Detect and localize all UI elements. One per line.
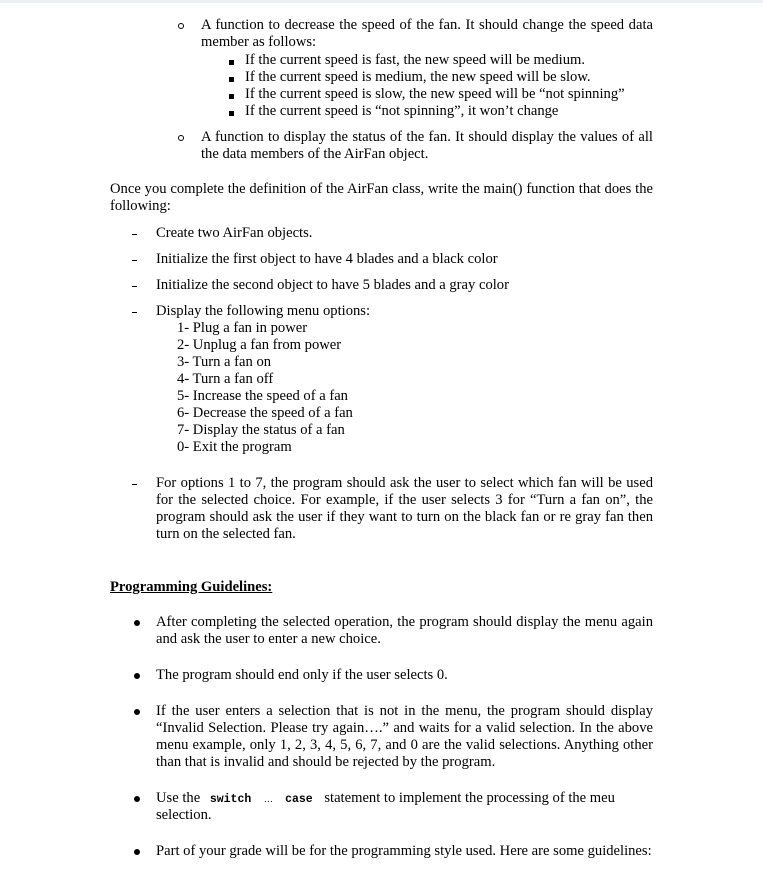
menu-option: 2- Unplug a fan from power [177, 337, 342, 353]
hollow-circle-bullet [178, 23, 184, 29]
step-item: Initialize the first object to have 4 blades and a black color [156, 251, 498, 267]
round-bullet [134, 620, 140, 626]
dash-bullet [132, 484, 137, 485]
switch-line-suffix: statement to implement the processing of the meu [324, 790, 615, 806]
menu-option: 7- Display the status of a fan [177, 422, 345, 438]
switch-keyword: switch [209, 793, 252, 806]
step-item: Display the following menu options: [156, 303, 371, 319]
page-top-border [0, 0, 763, 3]
case-keyword: case [285, 793, 313, 806]
menu-option: 3- Turn a fan on [177, 354, 272, 370]
guideline-item: If the user enters a selection that is not in the menu, the program should display “Invalid Selection. Please try again….” and waits for a valid selection. In the above menu example, only 1, 2, 3, 4, 5, 6, 7, and 0 are the valid selections. Anything other than that is invalid and should be rejected by the program. [156, 703, 653, 770]
guideline-item: After completing the selected operation, the program should display the menu again and ask the user to enter a new choice. [156, 614, 653, 647]
ellipsis: … [263, 794, 274, 804]
dash-bullet [132, 234, 137, 235]
menu-option: 5- Increase the speed of a fan [177, 388, 348, 404]
menu-option: 6- Decrease the speed of a fan [177, 405, 353, 421]
decrease-speed-paragraph: A function to decrease the speed of the fan. It should change the speed data member as follows: [201, 17, 653, 50]
guideline-item: The program should end only if the user selects 0. [156, 667, 448, 683]
square-bullet [229, 111, 234, 116]
dash-bullet [132, 286, 137, 287]
display-status-paragraph: A function to display the status of the fan. It should display the values of all the data members of the AirFan object. [201, 129, 653, 162]
square-bullet [229, 60, 234, 65]
menu-option: 1- Plug a fan in power [177, 320, 308, 336]
round-bullet [134, 796, 140, 802]
rule-item: If the current speed is “not spinning”, it won’t change [245, 103, 559, 119]
switch-case-line-2: selection. [156, 807, 212, 823]
switch-case-line [156, 790, 615, 808]
round-bullet [134, 849, 140, 855]
square-bullet [229, 77, 234, 82]
hollow-circle-bullet [178, 135, 184, 141]
step-item: Initialize the second object to have 5 blades and a gray color [156, 277, 509, 293]
step-item: Create two AirFan objects. [156, 225, 313, 241]
rule-item: If the current speed is fast, the new speed will be medium. [245, 52, 586, 68]
dash-bullet [132, 260, 137, 261]
rule-item: If the current speed is medium, the new speed will be slow. [245, 69, 591, 85]
round-bullet [134, 709, 140, 715]
square-bullet [229, 94, 234, 99]
options-note-paragraph: For options 1 to 7, the program should ask the user to select which fan will be used for the selected choice. For example, if the user selects 3 for “Turn a fan on”, the program should ask the user if they want to turn on the black fan or re gray fan then turn on the selected fan. [156, 475, 653, 542]
menu-option: 0- Exit the program [177, 439, 292, 455]
rule-item: If the current speed is slow, the new speed will be “not spinning” [245, 86, 625, 102]
guidelines-heading: Programming Guidelines: [110, 579, 273, 595]
guideline-item: Part of your grade will be for the programming style used. Here are some guidelines: [156, 843, 652, 859]
menu-option: 4- Turn a fan off [177, 371, 274, 387]
dash-bullet [132, 312, 137, 313]
once-paragraph: Once you complete the definition of the AirFan class, write the main() function that does the following: [110, 181, 653, 214]
round-bullet [134, 673, 140, 679]
switch-line-prefix: Use the [156, 790, 201, 806]
